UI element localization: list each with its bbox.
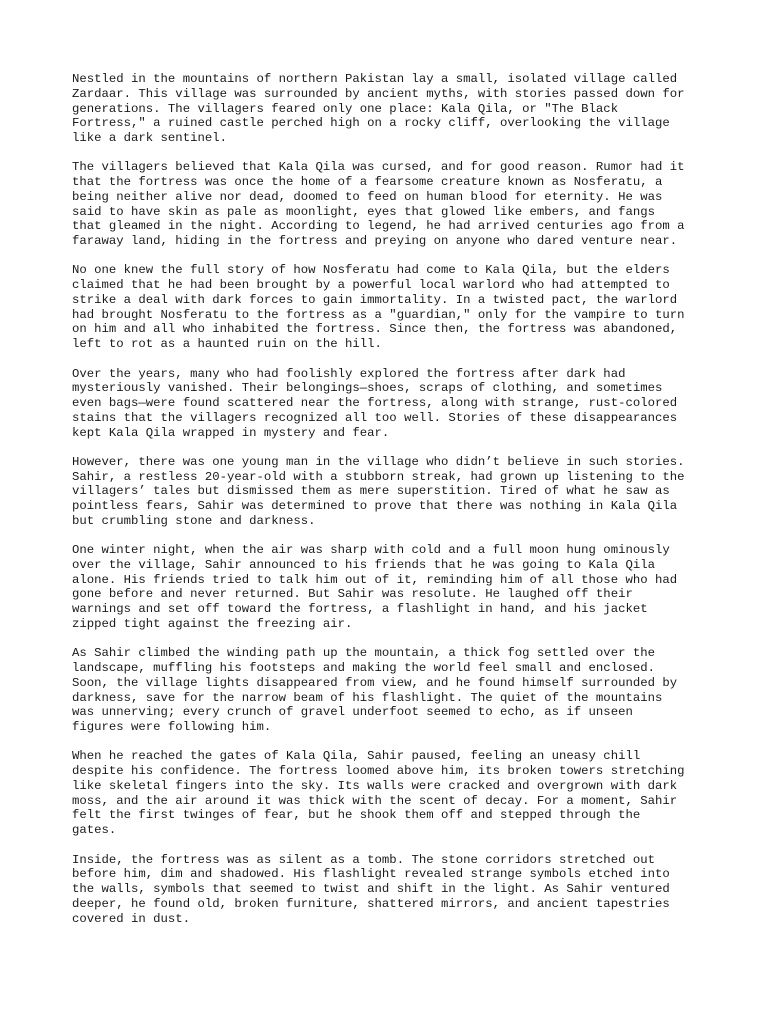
paragraph-7: As Sahir climbed the winding path up the mountain, a thick fog settled over the landscape, muffling his footsteps and making the world feel small and enclosed. Soon, the village lights disappeared from view, and he found himself surrounded by darkness, save for the narrow beam of his flashlight. The quiet of the mountains was unnerving; every crunch of gravel underfoot seemed to echo, as if unseen figures were following him. [72, 646, 678, 735]
paragraph-6: One winter night, when the air was sharp with cold and a full moon hung ominously over the village, Sahir announced to his friends that he was going to Kala Qila alone. His friends tried to talk him out of it, reminding him of all those who had gone before and never returned. But Sahir was resolute. He laughed off their warnings and set off toward the fortress, a flashlight in hand, and his jacket zipped tight against the freezing air. [72, 543, 678, 631]
paragraph-4: Over the years, many who had foolishly explored the fortress after dark had mysteriously vanished. Their belongings—shoes, scraps of clothing, and sometimes even bags—were found scattered near the fortress, along with strange, rust-colored stains that the villagers recognized all too well. Stories of these disappearances kept Kala Qila wrapped in mystery and fear. [72, 366, 678, 440]
paragraph-8: When he reached the gates of Kala Qila, Sahir paused, feeling an uneasy chill despite his confidence. The fortress loomed above him, its broken towers stretching like skeletal fingers into the sky. Its walls were cracked and overgrown with dark moss, and the air around it was thick with the scent of decay. For a moment, Sahir felt the first twinges of fear, but he shook them off and stepped through the gates. [72, 749, 685, 838]
paragraph-5: However, there was one young man in the village who didn’t believe in such stories. Sahir, a restless 20-year-old with a stubborn streak, had grown up listening to the villagers’ tales but dismissed them as mere superstition. Tired of what he saw as pointless fears, Sahir was determined to prove that there was nothing in Kala Qila but crumbling stone and darkness. [72, 454, 685, 528]
paragraph-3: No one knew the full story of how Nosferatu had come to Kala Qila, but the elders claimed that he had been brought by a powerful local warlord who had attempted to strike a deal with dark forces to gain immortality. In a twisted pact, the warlord had brought Nosferatu to the fortress as a "guardian," only for the vampire to turn on him and all who inhabited the fortress. Since then, the fortress was abandoned, left to rot as a haunted ruin on the hill. [72, 263, 685, 352]
paragraph-9: Inside, the fortress was as silent as a tomb. The stone corridors stretched out before him, dim and shadowed. His flashlight revealed strange symbols etched into the walls, symbols that seemed to twist and shift in the light. As Sahir ventured deeper, he found old, broken furniture, shattered mirrors, and ancient tapestries covered in dust. [72, 852, 670, 926]
paragraph-1: Nestled in the mountains of northern Pakistan lay a small, isolated village called Zardaar. This village was surrounded by ancient myths, with stories passed down for generations. The villagers feared only one place: Kala Qila, or "The Black Fortress," a ruined castle perched high on a rocky cliff, overlooking the village like a dark sentinel. [72, 72, 685, 145]
paragraph-2: The villagers believed that Kala Qila was cursed, and for good reason. Rumor had it that the fortress was once the home of a fearsome creature known as Nosferatu, a being neither alive nor dead, doomed to feed on human blood for eternity. He was said to have skin as pale as moonlight, eyes that glowed like embers, and fangs that gleamed in the night. According to legend, he had arrived centuries ago from a faraway land, hiding in the fortress and preying on anyone who dared venture near. [72, 160, 685, 249]
